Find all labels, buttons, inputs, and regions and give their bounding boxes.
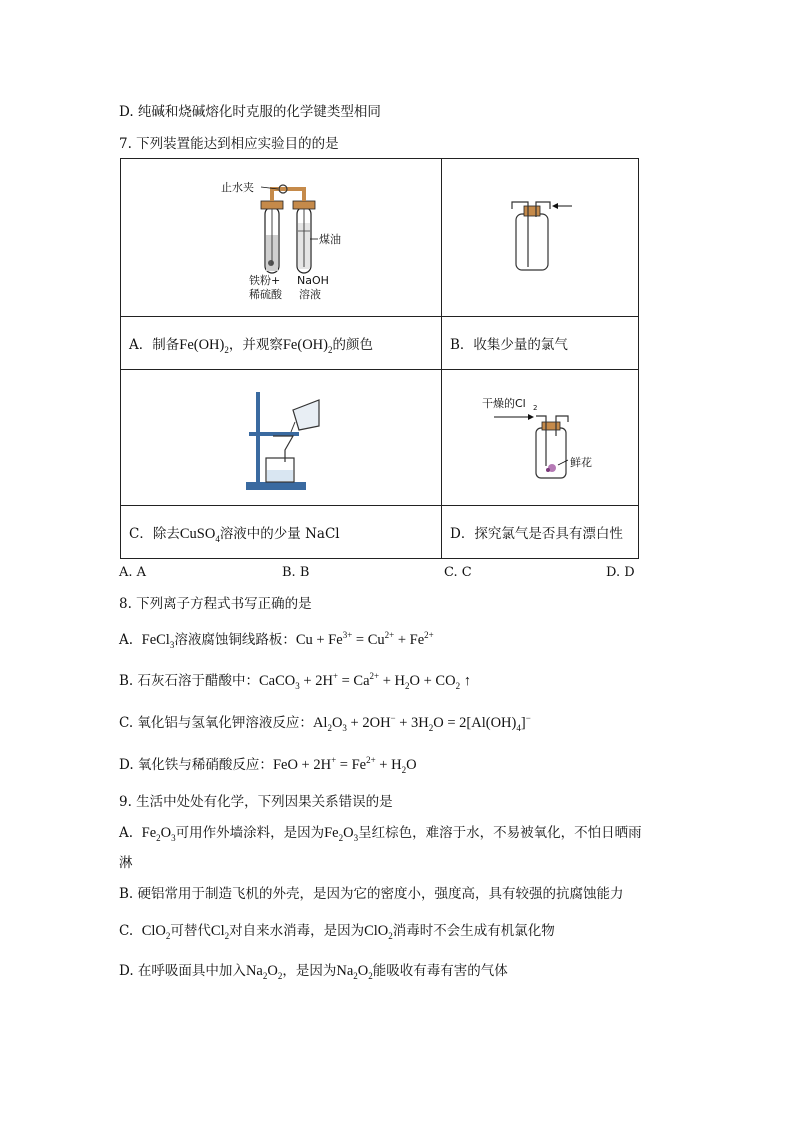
q8-option-d: D. 氧化铁与稀硝酸反应：FeO + $2H^+ = Fe^{2+} + H_2O$ bbox=[119, 755, 417, 775]
q7-fig-d-cell bbox=[442, 370, 639, 506]
q7-caption-a: A．制备$Fe(OH)_2$，并观察$Fe(OH)_2$的颜色 bbox=[121, 317, 442, 370]
chlorine-bleach-test-figure bbox=[442, 370, 638, 505]
choice-a[interactable]: A. A bbox=[119, 565, 147, 580]
q8-stem: 8. 下列离子方程式书写正确的是 bbox=[119, 596, 312, 612]
q7-apparatus-table bbox=[120, 158, 639, 559]
dry-cl2-label: 干燥的Cl bbox=[482, 397, 526, 410]
q8-option-c: C. 氧化铝与氢氧化钾溶液反应：$Al_2O_3 + 2OH^- + 3H_2O = 2[Al(OH)_4]^-$ bbox=[119, 713, 531, 733]
choice-d[interactable]: D. D bbox=[606, 565, 635, 580]
q7-caption-b: B．收集少量的氯气 bbox=[442, 317, 639, 370]
q9-option-b: B. 硬铝常用于制造飞机的外壳，是因为它的密度小，强度高，具有较强的抗腐蚀能力 bbox=[119, 886, 624, 902]
q9-option-a: A. $Fe_2O_3$可用作外墙涂料，是因为$Fe_2O_3$呈红棕色，难溶于水，不易被氧化，不怕日晒雨 bbox=[119, 825, 642, 843]
q7-caption-d: D．探究氯气是否具有漂白性 bbox=[442, 506, 639, 559]
q7-fig-c-cell bbox=[121, 370, 442, 506]
q7-caption-c: C．除去CuSO$_4$溶液中的少量 NaCl bbox=[121, 506, 442, 559]
q6-option-d: D. 纯碱和烧碱熔化时克服的化学键类型相同 bbox=[119, 104, 381, 120]
flower-label: 鲜花 bbox=[570, 456, 592, 469]
choice-c[interactable]: C. C bbox=[444, 565, 472, 580]
clamp-label: 止水夹 bbox=[221, 181, 254, 194]
naoh-label-1: NaOH bbox=[297, 274, 329, 287]
q8-option-a: A. FeCl$_3$溶液腐蚀铜线路板：$Cu + Fe^{3+} = Cu^{2+} + Fe^{2+}$ bbox=[119, 630, 434, 650]
q7-stem: 7. 下列装置能达到相应实验目的的是 bbox=[119, 136, 339, 152]
q9-stem: 9. 生活中处处有化学，下列因果关系错误的是 bbox=[119, 794, 393, 810]
kerosene-label: 煤油 bbox=[319, 233, 341, 246]
fe-acid-label-1: 铁粉+ bbox=[249, 274, 281, 287]
svg-text:2: 2 bbox=[533, 404, 538, 412]
q8-option-b: B. 石灰石溶于醋酸中：CaCO$_3$ + $2H^+ = Ca^{2+} + H_2O + CO_2$ ↑ bbox=[119, 671, 471, 691]
choice-b[interactable]: B. B bbox=[282, 565, 310, 580]
naoh-label-2: 溶液 bbox=[299, 288, 321, 301]
q9-option-c: C. ClO$_2$可替代$Cl_2$对自来水消毒，是因为ClO$_2$消毒时不会生成有机氯化物 bbox=[119, 923, 555, 941]
fe-acid-label-2: 稀硫酸 bbox=[249, 288, 282, 301]
q7-fig-a-cell bbox=[121, 159, 442, 317]
gas-collection-bottle-figure bbox=[442, 159, 638, 316]
fe-oh2-apparatus-figure bbox=[121, 159, 441, 316]
q9-option-d: D. 在呼吸面具中加入$Na_2O_2$，是因为$Na_2O_2$能吸收有毒有害的气体 bbox=[119, 963, 508, 981]
q9-option-a-cont: 淋 bbox=[119, 855, 133, 871]
q7-fig-b-cell bbox=[442, 159, 639, 317]
filtration-apparatus-figure bbox=[121, 370, 441, 505]
